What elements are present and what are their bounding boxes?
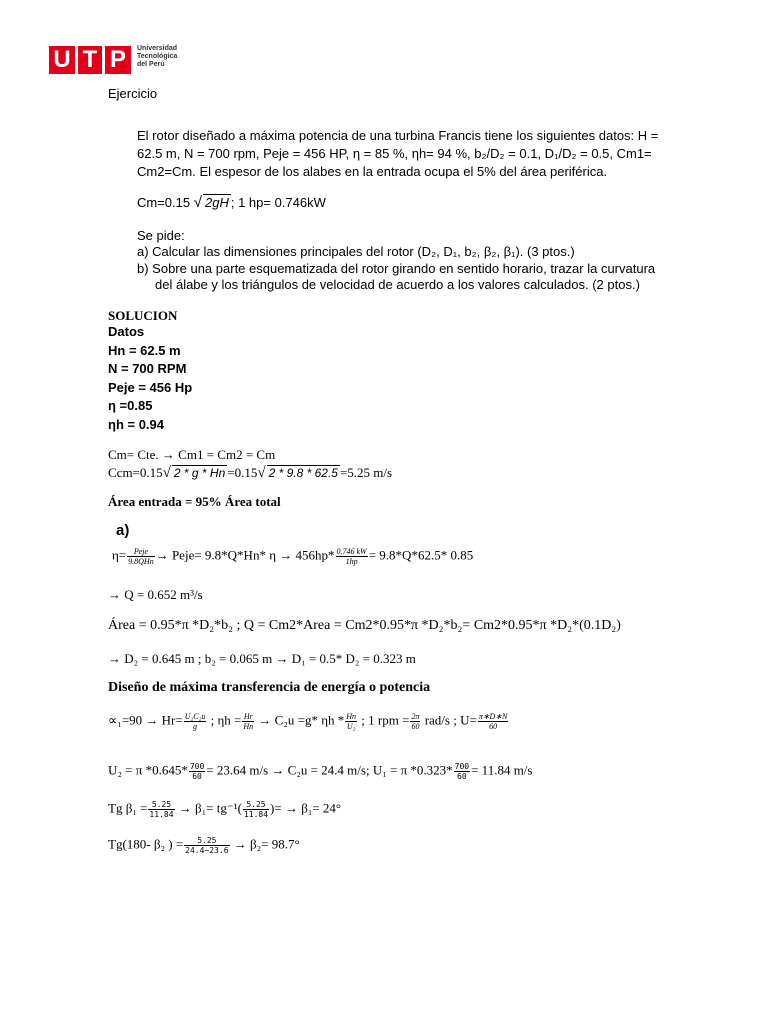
hr-fraction-den: g (193, 722, 198, 731)
u2-fraction-num: 700 (189, 762, 205, 771)
given-formula-suffix: ; 1 hp= 0.746kW (230, 195, 326, 210)
u1-suffix: = 11.84 m/s (471, 762, 533, 778)
etah-fraction (242, 712, 254, 731)
u-fraction (478, 712, 509, 731)
eta-fraction (127, 547, 155, 566)
u1-fraction-den: 60 (457, 772, 467, 781)
d2-result: → D₂ = 0.645 m ; b₂ = 0.065 m → D₁ = 0.5* D₂ = 0.323 m (108, 651, 416, 666)
tg1-suffix: )= → β₁= 24° (270, 800, 342, 816)
alpha-mid-1: ; ηh = (207, 712, 242, 728)
part-a-label: a) (116, 522, 130, 539)
asks-label: Se pide: (137, 228, 185, 243)
tg1-fraction-num: 5.25 (148, 800, 174, 810)
hp-fraction (336, 547, 368, 566)
ccm-mid: =0.15 (227, 465, 258, 480)
datos-label: Datos (108, 324, 145, 339)
c2u-fraction (345, 712, 357, 731)
alpha-equation (108, 712, 509, 731)
ccm-suffix: =5.25 m/s (339, 465, 393, 480)
eta-equation (112, 547, 473, 566)
problem-line-1: El rotor diseñado a máxima potencia de una turbina Francis tiene los siguientes datos: H = (137, 128, 659, 143)
rpm-fraction-num: 2π (411, 712, 420, 721)
rpm-fraction (410, 712, 420, 731)
u1-fraction-num: 700 (454, 762, 470, 771)
beta1-equation (108, 800, 341, 819)
alpha-mid-4: rad/s ; U= (421, 712, 477, 728)
eta-eq-suffix: = 9.8*Q*62.5* 0.85 (368, 547, 474, 563)
ask-item-b-line2: del álabe y los triángulos de velocidad de acuerdo a los valores calculados. (2 ptos.) (155, 277, 640, 292)
hp-fraction-den: 1hp (345, 557, 358, 566)
tg1b-fraction-num: 5.25 (243, 800, 269, 810)
ccm-formula (108, 465, 392, 482)
beta2-equation (108, 836, 300, 855)
tg1-mid: → β₁= tg⁻¹( (175, 800, 242, 816)
etah-fraction-den: Hn (243, 722, 254, 731)
u-fraction-num: π∗D∗N (478, 712, 508, 721)
university-name (137, 45, 177, 69)
alpha-mid-2: → C₂u =g* ηh * (255, 712, 345, 728)
c2u-fraction-den: U₂ (346, 722, 356, 731)
university-name-line1: Universidad (137, 45, 178, 52)
design-title: Diseño de máxima transferencia de energía o potencia (108, 680, 431, 695)
radical-sign: √ (162, 465, 171, 481)
tg2-fraction (184, 836, 229, 855)
datum-peje: Peje = 456 Hp (108, 380, 193, 395)
u2-fraction-den: 60 (192, 772, 202, 781)
u-fraction-den: 60 (489, 722, 498, 731)
ask-item-a: a) Calcular las dimensiones principales del rotor (D₂, D₁, b₂, β₂, β₁). (3 ptos.) (137, 244, 575, 259)
tg2-fraction-den: 24.4−23.6 (185, 846, 229, 855)
radical-sign: √ (257, 465, 266, 481)
u2-mid: = 23.64 m/s → C₂u = 24.4 m/s; U₁ = π *0.323* (206, 762, 453, 778)
eta-fraction-num: Peje (127, 547, 155, 557)
tg1-fraction-den: 11.84 (149, 810, 174, 819)
area-entrada: Área entrada = 95% Área total (108, 494, 281, 509)
q-result: → Q = 0.652 m³/s (108, 587, 203, 602)
tg2-prefix: Tg(180- β₂ ) = (108, 836, 184, 852)
alpha-prefix: ∝₁=90 → Hr= (108, 712, 183, 728)
ask-item-b-line1: b) Sobre una parte esquematizada del rotor girando en sentido horario, trazar la curvatura (137, 261, 656, 276)
given-formula (137, 194, 326, 211)
tg1-prefix: Tg β₁ = (108, 800, 148, 816)
given-formula-radicand: 2gH (204, 195, 229, 210)
problem-line-3: Cm2=Cm. El espesor de los alabes en la entrada ocupa el 5% del área periférica. (137, 164, 608, 179)
datum-etah: ηh = 0.94 (108, 417, 164, 432)
tg1b-fraction-den: 11.84 (243, 810, 269, 819)
ccm-radicand-2: 2 * 9.8 * 62.5 (268, 466, 338, 480)
page-heading: Ejercicio (108, 86, 158, 101)
datum-n: N = 700 RPM (108, 361, 187, 376)
u-velocities (108, 762, 532, 781)
u1-fraction (454, 762, 470, 781)
etah-fraction-num: Hr (243, 712, 253, 721)
given-formula-prefix: Cm=0.15 (137, 195, 191, 210)
university-name-line3: del Perú (137, 61, 165, 68)
tg2-suffix: → β₂= 98.7° (230, 836, 300, 852)
tg2-fraction-num: 5.25 (184, 836, 229, 846)
c2u-fraction-num: Hn (346, 712, 357, 721)
tg1b-fraction (243, 800, 269, 819)
logo-letter-t: T (78, 46, 102, 74)
alpha-mid-3: ; 1 rpm = (358, 712, 410, 728)
ccm-radicand-1: 2 * g * Hn (173, 466, 226, 480)
u2-fraction (189, 762, 205, 781)
problem-line-2: 62.5 m, N = 700 rpm, Peje = 456 HP, η = 85 %, ηh= 94 %, b₂/D₂ = 0.1, D₁/D₂ = 0.5, Cm1= (137, 146, 652, 161)
datum-eta: η =0.85 (108, 398, 153, 413)
eta-fraction-den: 9.8QHn (128, 557, 154, 566)
datum-hn: Hn = 62.5 m (108, 343, 181, 358)
solution-title: SOLUCION (108, 308, 178, 323)
tg1-fraction (148, 800, 174, 819)
ccm-prefix: Ccm=0.15 (108, 465, 163, 480)
u2-prefix: U₂ = π *0.645* (108, 762, 188, 778)
eta-eq-prefix: η= (112, 547, 127, 563)
eta-eq-mid: → Peje= 9.8*Q*Hn* η → 456hp* (155, 547, 335, 563)
university-name-line2: Tecnológica (137, 53, 178, 60)
logo-letter-p: P (105, 46, 131, 74)
hr-fraction (184, 712, 207, 731)
area-equation: Área = 0.95*π *D₂*b₂ ; Q = Cm2*Area = Cm2*0.95*π *D₂*b₂= Cm2*0.95*π *D₂*(0.1D₂) (108, 618, 621, 633)
hr-fraction-num: U₂C₂u (184, 712, 206, 721)
radical-sign: √ (193, 194, 202, 211)
hp-fraction-num: 0.746 kW (336, 547, 367, 556)
rpm-fraction-den: 60 (411, 722, 420, 731)
logo-letter-u: U (49, 46, 75, 74)
cm-constant-line: Cm= Cte. → Cm1 = Cm2 = Cm (108, 447, 276, 462)
